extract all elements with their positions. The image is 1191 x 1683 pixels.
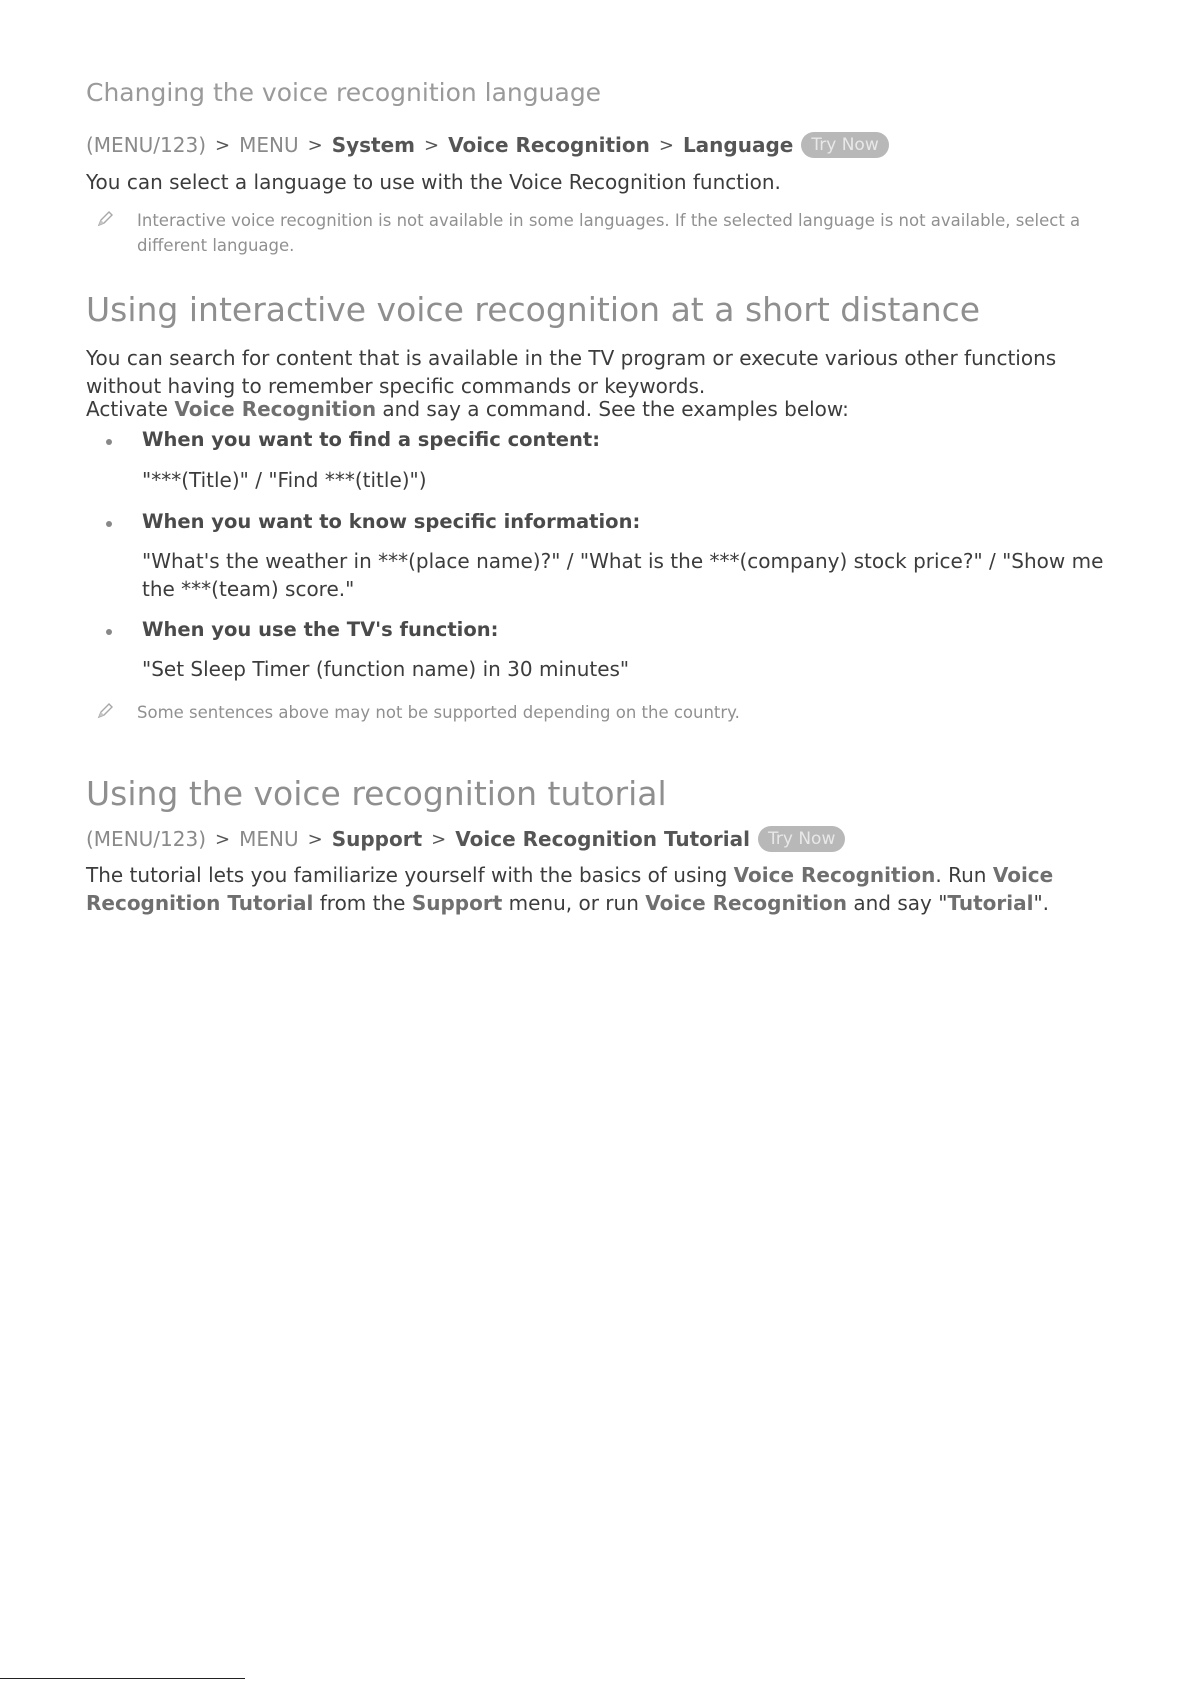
try-now-button[interactable]: Try Now [758, 826, 845, 852]
example-know-information: "What's the weather in ***(place name)?" / "What is the ***(company) stock price?" / "Show me the ***(team) score." [142, 549, 1104, 601]
language-description: You can select a language to use with the Voice Recognition function. [86, 170, 781, 194]
support-term: Support [411, 891, 503, 915]
example-tv-function: "Set Sleep Timer (function name) in 30 minutes" [142, 657, 630, 681]
path-menu: MENU [239, 133, 299, 157]
path-separator: > [307, 134, 323, 156]
activate-instruction [86, 395, 1116, 423]
bullet-tv-function: When you use the TV's function: [108, 618, 498, 641]
footer-divider [0, 1678, 245, 1679]
note-country [86, 700, 1096, 725]
path-separator: > [215, 134, 231, 156]
voice-recognition-term: Voice Recognition [645, 891, 847, 915]
interactive-description: You can search for content that is available in the TV program or execute various other functions without having to remember specific commands or keywords. [86, 346, 1057, 398]
bullet-find-content: When you want to find a specific content: [108, 428, 600, 451]
example-find-content: "***(Title)" / "Find ***(title)") [142, 468, 427, 492]
section-heading-interactive: Using interactive voice recognition at a short distance [86, 290, 981, 329]
voice-recognition-tutorial-term: Voice Recognition Tutorial [86, 863, 1054, 915]
path-separator: > [307, 828, 323, 850]
menu-path-language [86, 132, 889, 158]
path-voice-recognition: Voice Recognition [448, 133, 650, 157]
path-support: Support [331, 827, 423, 851]
path-menu: MENU [239, 827, 299, 851]
path-separator: > [431, 828, 447, 850]
try-now-button[interactable]: Try Now [801, 132, 888, 158]
path-separator: > [215, 828, 231, 850]
menu-path-tutorial [86, 826, 845, 852]
path-separator: > [424, 134, 440, 156]
pencil-note-icon [96, 702, 114, 720]
path-menu123: (MENU/123) [86, 827, 207, 851]
path-menu123: (MENU/123) [86, 133, 207, 157]
voice-recognition-term: Voice Recognition [174, 397, 377, 421]
activate-prefix: Activate [86, 397, 175, 421]
section-heading-language: Changing the voice recognition language [86, 78, 602, 107]
activate-suffix: and say a command. See the examples below: [376, 397, 849, 421]
path-voice-recognition-tutorial: Voice Recognition Tutorial [455, 827, 750, 851]
bullet-know-information: When you want to know specific information: [108, 510, 640, 533]
section-heading-tutorial: Using the voice recognition tutorial [86, 774, 667, 813]
note-language-text: Interactive voice recognition is not available in some languages. If the selected language is not available, select a different language. [137, 211, 1081, 255]
path-language: Language [682, 133, 794, 157]
tutorial-description: The tutorial lets you familiarize yourself with the basics of using Voice Recognition. Run Voice Recognition Tutorial from the Support menu, or run Voice Recognition and say "Tutorial". [86, 863, 1054, 915]
path-separator: > [658, 134, 674, 156]
pencil-note-icon [96, 210, 114, 228]
path-system: System [331, 133, 416, 157]
voice-recognition-term: Voice Recognition [733, 863, 936, 887]
tutorial-term: Tutorial [947, 891, 1034, 915]
note-country-text: Some sentences above may not be supported depending on the country. [137, 703, 740, 722]
note-language [86, 208, 1096, 258]
